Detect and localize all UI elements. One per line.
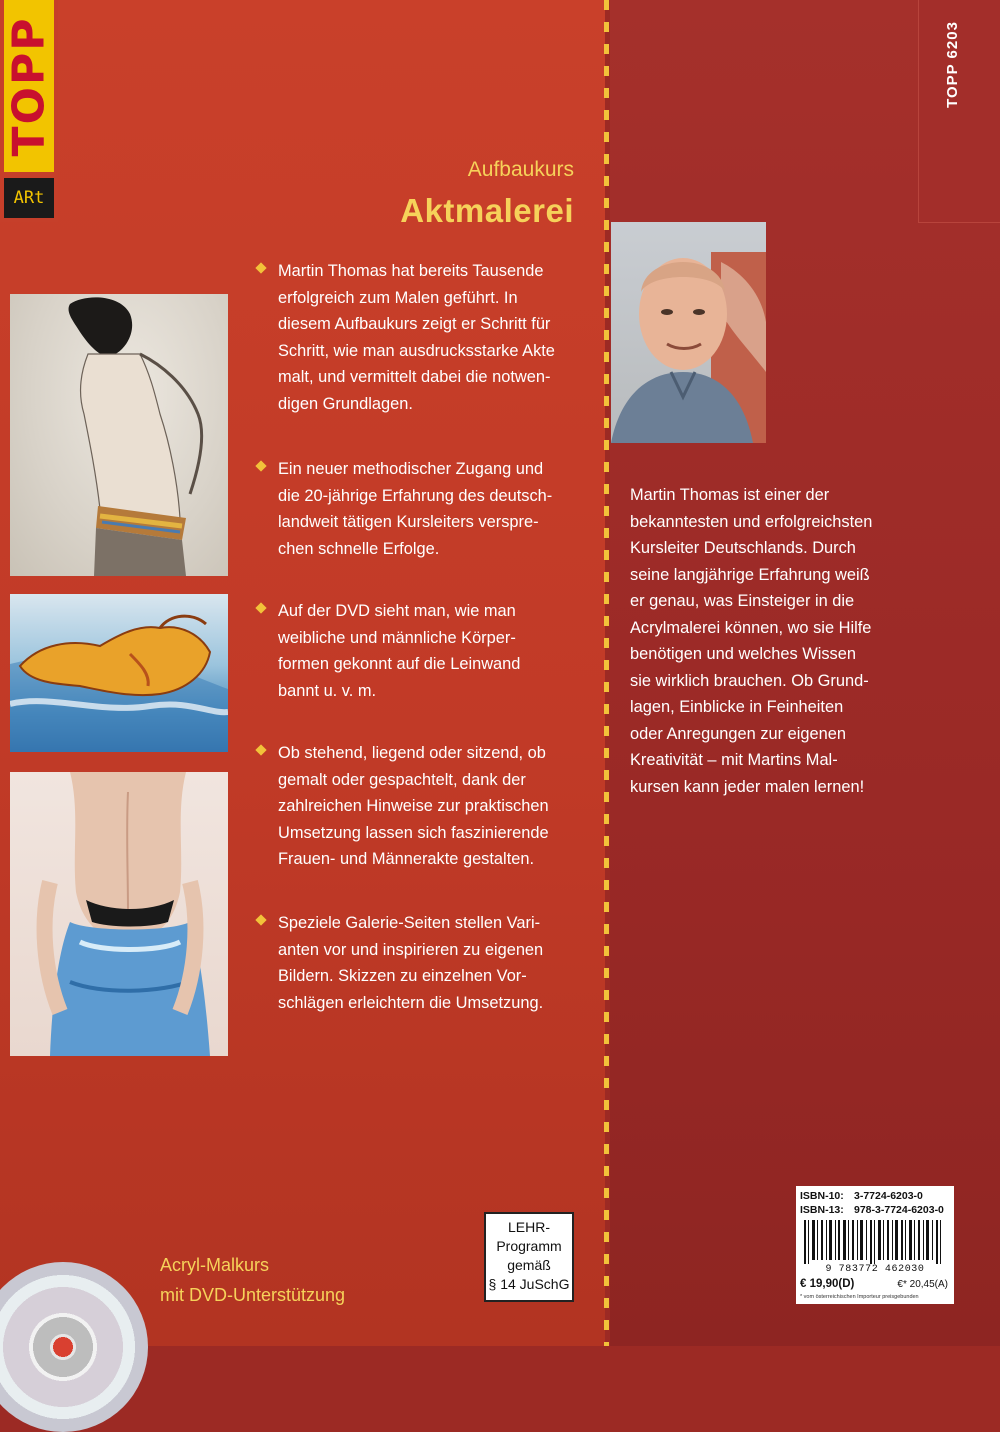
barcode-icon — [804, 1220, 946, 1264]
artwork-standing-figure — [10, 294, 228, 576]
age-rating-box: LEHR- Programm gemäß § 14 JuSchG — [484, 1212, 574, 1302]
logo-text: TOPP — [3, 16, 55, 156]
diamond-bullet-icon — [255, 602, 266, 613]
series-badge: ARt — [4, 178, 54, 218]
diamond-bullet-icon — [255, 914, 266, 925]
artwork-reclining-figure — [10, 594, 228, 752]
artwork-back-figure — [10, 772, 228, 1056]
price-note: * vom österreichischen Importeur preisgebunden — [800, 1294, 919, 1300]
diamond-bullet-icon — [255, 460, 266, 471]
diamond-bullet-icon — [255, 744, 266, 755]
feature-item: Martin Thomas hat bereits Tausende erfolgreich zum Malen geführt. In diesem Aufbaukurs zeigt er Schritt für Schritt, wie man ausdrucksstarke Akte malt, und vermittelt dabei die notwen- digen Grundlagen. — [256, 258, 555, 417]
barcode-digits: 9 783772 462030 — [825, 1264, 925, 1275]
price-de: € 19,90(D) — [800, 1278, 855, 1290]
feature-item: Ein neuer methodischer Zugang und die 20-jährige Erfahrung des deutsch- landweit tätigen Kursleiters verspre- chen schnelle Erfolge. — [256, 456, 552, 562]
book-subtitle: Aufbaukurs — [467, 158, 574, 181]
price-at: €* 20,45(A) — [897, 1279, 948, 1290]
author-bio: Martin Thomas ist einer der bekanntesten und erfolgreichsten Kursleiter Deutschlands. Durch seine langjährige Erfahrung weiß er genau, was Einsteiger in die Acrylmalerei können, wo sie Hilfe benötigen und welches Wissen sie wirklich brauchen. Ob Grund- lagen, Einblicke in Feinheiten oder Anregungen zur eigenen Kreativität – mit Martins Mal- kursen kann jeder malen lernen! — [630, 486, 873, 796]
book-title: Aktmalerei — [400, 192, 574, 229]
feature-item: Auf der DVD sieht man, wie man weibliche und männliche Körper- formen gekonnt auf die Leinwand bannt u. v. m. — [256, 598, 520, 704]
topp-logo — [4, 0, 54, 172]
isbn-barcode-box: ISBN-10: 3-7724-6203-0 ISBN-13: 978-3-7724-6203-0 9 783772 462030 € 19,90(D) €* 20,45(A) * vom österreichischen Importeur preisgebunden — [796, 1186, 954, 1304]
spine-code — [932, 4, 972, 124]
dashed-divider — [604, 0, 609, 1346]
author-photo — [611, 222, 766, 443]
dvd-label: Acryl-Malkurs mit DVD-Unterstützung — [160, 1255, 346, 1305]
price-row — [800, 1278, 950, 1290]
spine-code-text: TOPP 6203 — [943, 20, 961, 108]
feature-item: Speziele Galerie-Seiten stellen Vari- anten vor und inspirieren zu eigenen Bildern. Skizzen zu einzelnen Vor- schlägen erleichtern die Umsetzung. — [256, 910, 543, 1016]
feature-item: Ob stehend, liegend oder sitzend, ob gemalt oder gespachtelt, dank der zahlreichen Hinweise zur praktischen Umsetzung lassen sich faszinierende Frauen- und Männerakte gestalten. — [256, 740, 549, 873]
diamond-bullet-icon — [255, 262, 266, 273]
